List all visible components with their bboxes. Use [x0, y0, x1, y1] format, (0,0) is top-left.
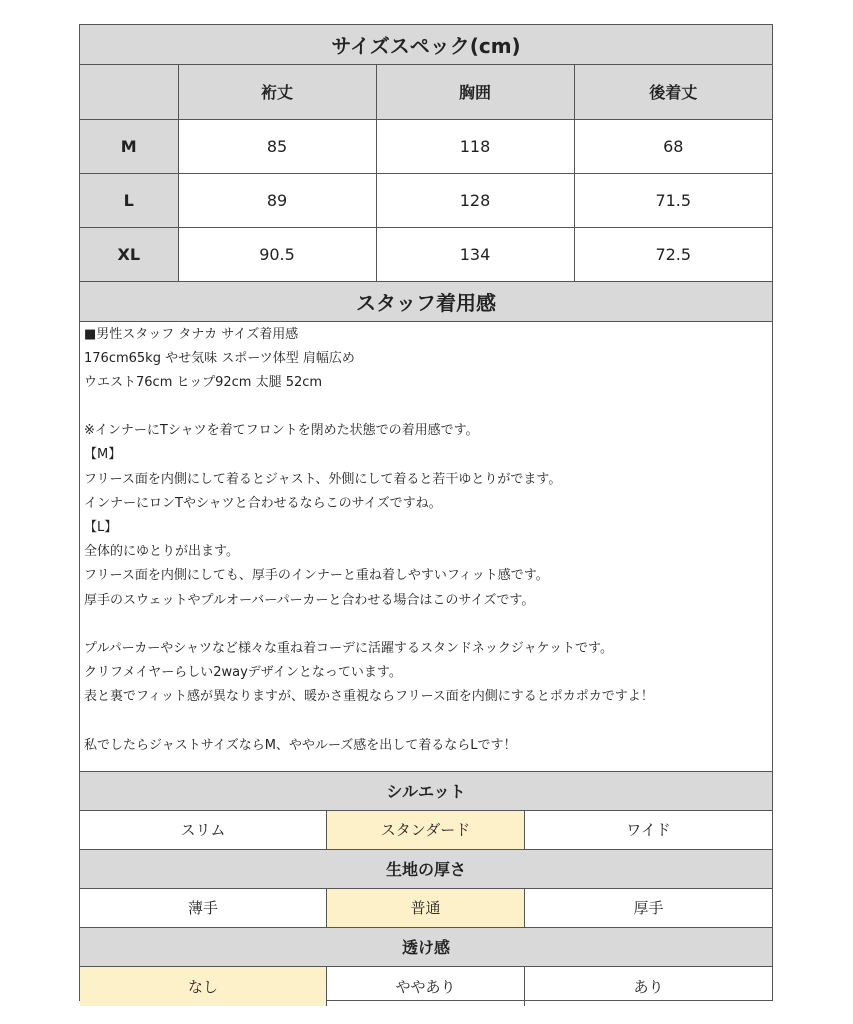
column-header-sleeve: 裄丈	[178, 65, 376, 119]
thickness-title: 生地の厚さ	[80, 850, 772, 889]
thickness-options	[80, 889, 772, 928]
silhouette-option-wide: ワイド	[626, 821, 671, 839]
note-line: クリフメイヤーらしい2wayデザインとなっています。	[84, 665, 402, 681]
note-line	[84, 613, 772, 637]
table-cell: 128	[376, 173, 574, 227]
note-line: ウエスト76cm ヒップ92cm 太腿 52cm	[84, 374, 323, 390]
size-label: L	[80, 173, 178, 227]
table-cell: 68	[574, 119, 772, 173]
thickness-option-thick: 厚手	[633, 899, 664, 917]
table-cell: 90.5	[178, 227, 376, 281]
note-line	[84, 395, 772, 419]
note-line: インナーにロンTやシャツと合わせるならこのサイズですね。	[84, 495, 442, 511]
note-line: 【M】	[84, 447, 122, 463]
note-line: ※インナーにTシャツを着てフロントを閉めた状態での着用感です。	[84, 423, 479, 439]
note-line: 【L】	[84, 520, 118, 535]
table-row	[80, 227, 772, 281]
staff-title: スタッフ着用感	[80, 282, 772, 322]
silhouette-options	[80, 811, 772, 850]
staff-notes	[80, 322, 772, 772]
note-line	[84, 710, 772, 734]
transparency-title: 透け感	[80, 928, 772, 967]
transparency-option-none: なし	[80, 967, 327, 1006]
table-cell: 118	[376, 119, 574, 173]
size-spec-title: サイズスペック(cm)	[80, 25, 772, 65]
note-line: プルパーカーやシャツなど様々な重ね着コーデに活躍するスタンドネックジャケットです。	[84, 640, 613, 656]
note-line: 176cm65kg やせ気味 スポーツ体型 肩幅広め	[84, 350, 355, 366]
table-cell: 72.5	[574, 227, 772, 281]
transparency-options	[80, 967, 772, 1006]
thickness-option-normal: 普通	[327, 889, 525, 927]
silhouette-option-slim: スリム	[80, 811, 327, 849]
table-row	[80, 173, 772, 227]
note-line: 表と裏でフィット感が異なりますが、暖かさ重視ならフリース面を内側にするとポカポカですよ！	[84, 689, 654, 705]
column-header-chest: 胸囲	[376, 65, 574, 119]
transparency-option-slight: ややあり	[327, 967, 525, 1006]
table-cell: 85	[178, 119, 376, 173]
transparency-option-yes: あり	[633, 977, 664, 996]
table-row	[80, 119, 772, 173]
size-spec-sheet	[79, 24, 773, 1001]
silhouette-option-standard: スタンダード	[327, 811, 525, 849]
size-table-corner	[80, 65, 178, 119]
table-cell: 71.5	[574, 173, 772, 227]
size-label: XL	[80, 227, 178, 281]
note-line: フリース面を内側にして着るとジャスト、外側にして着ると若干ゆとりがでます。	[84, 471, 562, 487]
note-line: 全体的にゆとりが出ます。	[84, 544, 239, 560]
table-cell: 89	[178, 173, 376, 227]
table-cell: 134	[376, 227, 574, 281]
size-table-header-row	[80, 65, 772, 119]
note-line: 私でしたらジャストサイズならM、ややルーズ感を出して着るならLです！	[84, 737, 517, 753]
thickness-option-thin: 薄手	[80, 889, 327, 927]
size-label: M	[80, 119, 178, 173]
note-line: ■男性スタッフ タナカ サイズ着用感	[84, 326, 299, 342]
column-header-back-length: 後着丈	[574, 65, 772, 119]
silhouette-title: シルエット	[80, 772, 772, 811]
size-table	[80, 65, 772, 282]
note-line: フリース面を内側にしても、厚手のインナーと重ね着しやすいフィット感です。	[84, 568, 549, 584]
note-line: 厚手のスウェットやプルオーバーパーカーと合わせる場合はこのサイズです。	[84, 592, 535, 608]
